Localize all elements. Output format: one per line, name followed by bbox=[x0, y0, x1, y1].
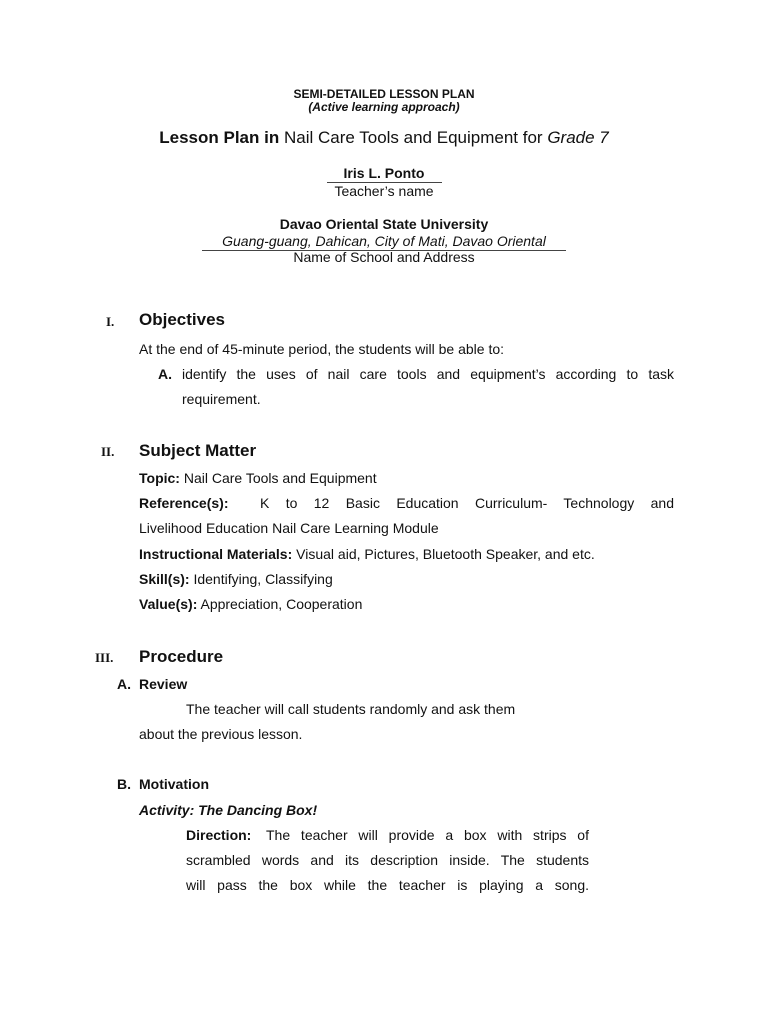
skills-line bbox=[139, 571, 333, 587]
values-value: Appreciation, Cooperation bbox=[200, 596, 363, 612]
materials-value: Visual aid, Pictures, Bluetooth Speaker, and etc. bbox=[296, 546, 595, 562]
direction-label: Direction: bbox=[186, 827, 252, 843]
school-address-label: Name of School and Address bbox=[293, 249, 475, 265]
materials-line bbox=[139, 546, 595, 562]
lesson-plan-title-subject: Nail Care Tools and Equipment for bbox=[283, 128, 543, 147]
review-text-line-2: about the previous lesson. bbox=[139, 726, 303, 742]
topic-value: Nail Care Tools and Equipment bbox=[183, 470, 377, 486]
objectives-heading: Objectives bbox=[139, 310, 225, 329]
review-text-line-1: The teacher will call students randomly and ask them bbox=[186, 701, 516, 717]
reference-text-line-2: Livelihood Education Nail Care Learning Module bbox=[139, 520, 439, 536]
direction-text-line-2: scrambled words and its description inside. The students bbox=[186, 852, 589, 868]
skills-value: Identifying, Classifying bbox=[193, 571, 333, 587]
review-letter: A. bbox=[117, 676, 131, 692]
lesson-plan-title-prefix: Lesson Plan in bbox=[159, 128, 280, 147]
review-heading: Review bbox=[139, 676, 188, 692]
school-address: Guang-guang, Dahican, City of Mati, Davao Oriental bbox=[222, 233, 546, 249]
objectives-intro: At the end of 45-minute period, the students will be able to: bbox=[139, 341, 505, 357]
objective-a-letter: A. bbox=[158, 366, 172, 382]
school-name: Davao Oriental State University bbox=[279, 216, 489, 232]
direction-text-line-1: The teacher will provide a box with strips of bbox=[266, 827, 589, 843]
teacher-name: Iris L. Ponto bbox=[343, 165, 425, 181]
subject-matter-numeral: II. bbox=[101, 444, 115, 459]
direction-text-line-3: will pass the box while the teacher is playing a song. bbox=[186, 877, 589, 893]
reference-label: Reference(s): bbox=[139, 495, 229, 511]
teacher-name-label: Teacher’s name bbox=[334, 183, 434, 199]
skills-label: Skill(s): bbox=[139, 571, 190, 587]
procedure-heading: Procedure bbox=[139, 647, 224, 666]
subject-matter-heading: Subject Matter bbox=[139, 441, 257, 460]
document-header-title: SEMI-DETAILED LESSON PLAN bbox=[293, 87, 475, 101]
materials-label: Instructional Materials: bbox=[139, 546, 293, 562]
values-label: Value(s): bbox=[139, 596, 198, 612]
objective-a-text-line-2: requirement. bbox=[182, 391, 261, 407]
activity-title: Activity: The Dancing Box! bbox=[139, 802, 318, 818]
values-line bbox=[139, 596, 362, 612]
reference-text-line-1: K to 12 Basic Education Curriculum- Technology and bbox=[260, 495, 674, 511]
motivation-letter: B. bbox=[117, 776, 131, 792]
topic-label: Topic: bbox=[139, 470, 180, 486]
lesson-plan-title-grade: Grade 7 bbox=[547, 128, 609, 147]
objective-a-text-line-1: identify the uses of nail care tools and equipment’s according to task bbox=[182, 366, 674, 382]
motivation-heading: Motivation bbox=[139, 776, 209, 792]
procedure-numeral: III. bbox=[95, 650, 114, 665]
objectives-numeral: I. bbox=[106, 314, 115, 329]
topic-line bbox=[139, 470, 377, 486]
lesson-plan-title bbox=[0, 128, 768, 148]
document-header-subtitle: (Active learning approach) bbox=[308, 100, 460, 114]
